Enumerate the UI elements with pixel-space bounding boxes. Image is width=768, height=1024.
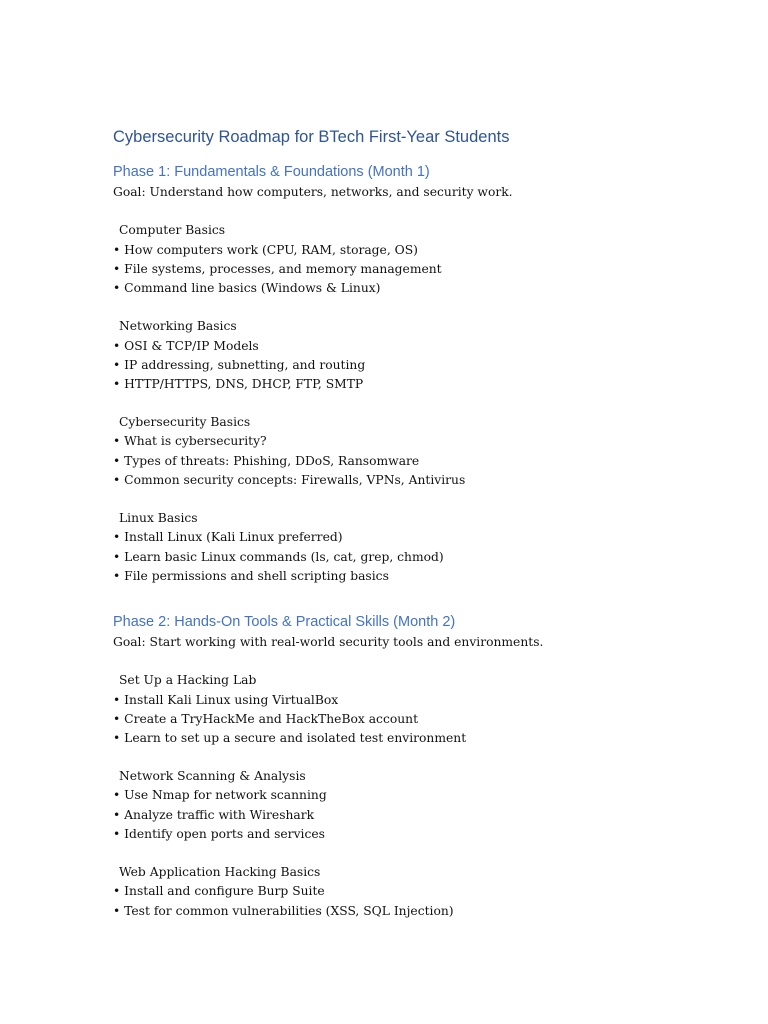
- spacer: [113, 394, 733, 413]
- section-title: Web Application Hacking Basics: [119, 865, 321, 880]
- list-item: • Learn to set up a secure and isolated test environment: [113, 730, 467, 745]
- phase-goal: Goal: Understand how computers, networks, and security work.: [113, 185, 513, 199]
- spacer: [113, 150, 733, 161]
- list-item: • Create a TryHackMe and HackTheBox account: [113, 711, 419, 726]
- section-title: Networking Basics: [119, 319, 237, 334]
- list-item: • Identify open ports and services: [113, 826, 325, 841]
- document-page: [113, 124, 733, 921]
- list-item: • OSI & TCP/IP Models: [113, 338, 259, 353]
- list-item: • What is cybersecurity?: [113, 434, 267, 449]
- spacer: [113, 586, 733, 611]
- bullet-list: [113, 882, 733, 920]
- bullet-list: [113, 528, 733, 586]
- phase-goal: Goal: Start working with real-world security tools and environments.: [113, 634, 544, 649]
- spacer: [113, 748, 733, 767]
- list-item: • Types of threats: Phishing, DDoS, Ransomware: [113, 453, 420, 468]
- list-item: • Install Linux (Kali Linux preferred): [113, 530, 343, 545]
- list-item: • File systems, processes, and memory management: [113, 261, 442, 276]
- spacer: [113, 844, 733, 863]
- spacer: [113, 202, 733, 221]
- list-item: • Common security concepts: Firewalls, VPNs, Antivirus: [113, 472, 466, 487]
- document-title: Cybersecurity Roadmap for BTech First-Year Students: [113, 128, 510, 146]
- list-item: • Command line basics (Windows & Linux): [113, 280, 381, 295]
- bullet-list: [113, 337, 733, 395]
- section-title: Linux Basics: [119, 511, 198, 526]
- list-item: • Learn basic Linux commands (ls, cat, grep, chmod): [113, 549, 444, 564]
- section-title: Computer Basics: [119, 223, 226, 238]
- section-title: Set Up a Hacking Lab: [119, 673, 257, 688]
- list-item: • Test for common vulnerabilities (XSS, SQL Injection): [113, 903, 454, 918]
- list-item: • HTTP/HTTPS, DNS, DHCP, FTP, SMTP: [113, 376, 364, 391]
- phase-2: [113, 611, 733, 921]
- list-item: • IP addressing, subnetting, and routing: [113, 357, 366, 372]
- phase-1: [113, 161, 733, 586]
- bullet-list: [113, 241, 733, 299]
- list-item: • Use Nmap for network scanning: [113, 788, 327, 803]
- list-item: • Install and configure Burp Suite: [113, 884, 325, 899]
- bullet-list: [113, 432, 733, 490]
- list-item: • How computers work (CPU, RAM, storage, OS): [113, 242, 418, 257]
- spacer: [113, 652, 733, 671]
- spacer: [113, 490, 733, 509]
- list-item: • Install Kali Linux using VirtualBox: [113, 692, 339, 707]
- spacer: [113, 298, 733, 317]
- bullet-list: [113, 786, 733, 844]
- section-title: Network Scanning & Analysis: [119, 769, 306, 784]
- phase-heading: Phase 1: Fundamentals & Foundations (Month 1): [113, 164, 430, 180]
- bullet-list: [113, 691, 733, 749]
- phase-heading: Phase 2: Hands-On Tools & Practical Skills (Month 2): [113, 613, 456, 630]
- list-item: • Analyze traffic with Wireshark: [113, 807, 315, 822]
- list-item: • File permissions and shell scripting basics: [113, 568, 389, 583]
- section-title: Cybersecurity Basics: [119, 415, 251, 430]
